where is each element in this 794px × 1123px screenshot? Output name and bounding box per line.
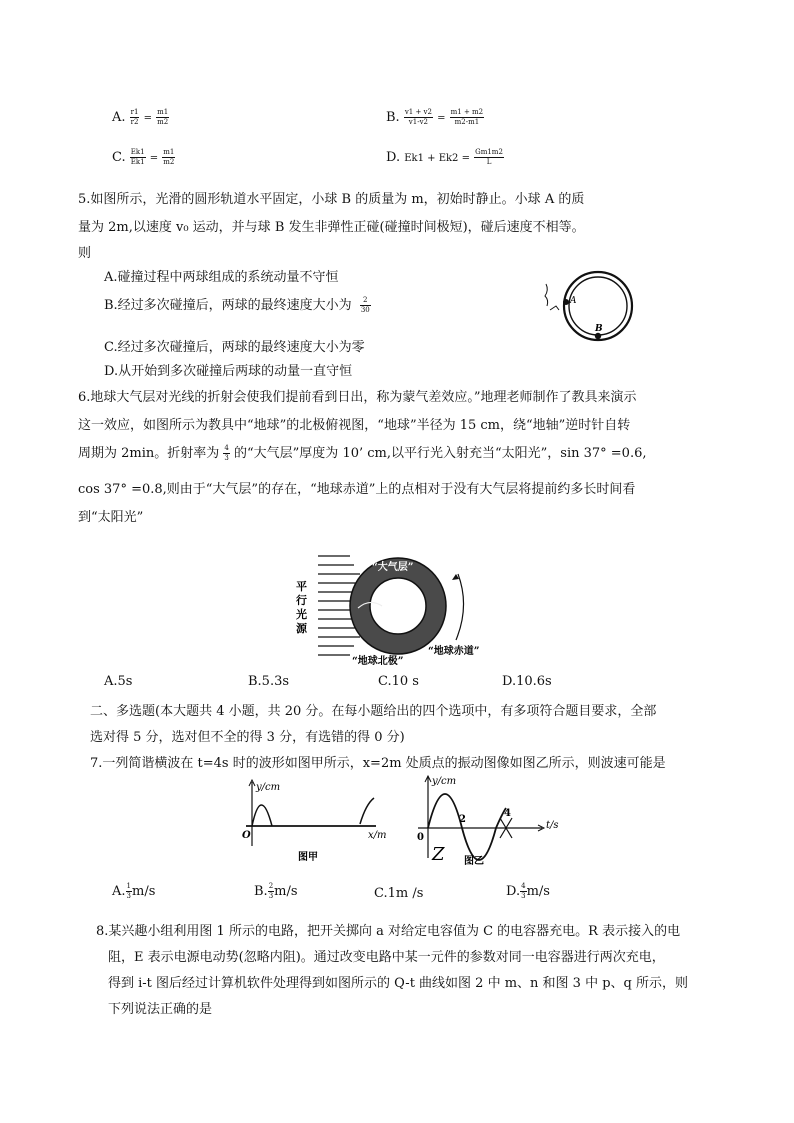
- q7-option-d[interactable]: [506, 882, 550, 901]
- option-text: B.经过多次碰撞后，两球的最终速度大小为: [104, 298, 352, 313]
- q4-option-d[interactable]: [386, 148, 504, 167]
- light-source-label-char: 行: [296, 594, 307, 607]
- fraction-denominator: 3: [224, 454, 229, 462]
- option-label: C.: [112, 150, 126, 165]
- q5-option-d[interactable]: D.从开始到多次碰撞后两球的动量一直守恒: [104, 364, 353, 379]
- figure-caption-jia: 图甲: [298, 852, 318, 863]
- q7-option-a[interactable]: [112, 882, 155, 901]
- fraction: [404, 108, 433, 127]
- fraction-denominator: 30: [360, 306, 370, 314]
- q7-wave-graph-jia: [232, 776, 388, 868]
- fraction-denominator: m2: [157, 118, 169, 126]
- fraction-numerator: Gm1m2: [475, 148, 503, 156]
- figure-caption-yi: 图乙: [464, 856, 484, 867]
- section2-heading-line2: 选对得 5 分，选对但不全的得 3 分，有选错的得 0 分): [90, 730, 405, 745]
- fraction: [474, 148, 504, 167]
- option-label: A.: [112, 884, 126, 899]
- q5-circular-track-figure: [540, 268, 640, 344]
- fraction-denominator: r2: [130, 118, 139, 126]
- fraction-denominator: 3: [268, 892, 274, 900]
- fraction-denominator: Ek1: [130, 158, 145, 166]
- q6-option-b[interactable]: B.5.3s: [248, 674, 290, 689]
- fraction-denominator: 3: [126, 892, 131, 900]
- origin-label: O: [242, 830, 251, 841]
- option-label: D.: [506, 884, 521, 899]
- north-pole-label: “地球北极”: [352, 656, 404, 667]
- fraction-denominator: m2: [163, 158, 175, 166]
- fraction-denominator: 3: [521, 892, 526, 900]
- option-label: B.: [254, 884, 268, 899]
- velocity-arrow-sketch: [545, 284, 548, 306]
- equator-label: “地球赤道”: [428, 646, 480, 657]
- fraction-numerator: 4: [521, 882, 526, 890]
- option-label: D.: [386, 150, 401, 165]
- fraction-numerator: v1 + v2: [404, 108, 432, 116]
- q6-stem-line2: 这一效应，如图所示为教具中“地球”的北极俯视图，“地球”半径为 15 cm，绕“地轴”逆时针自转: [78, 418, 631, 433]
- fraction-numerator: r1: [130, 108, 139, 116]
- y-axis-label: y/cm: [256, 782, 281, 793]
- y-axis-label: y/cm: [432, 776, 457, 787]
- t-tick-label: 2: [459, 814, 466, 825]
- fraction-numerator: m1: [157, 108, 169, 116]
- earth-circle: [370, 578, 426, 634]
- option-unit: m/s: [132, 884, 156, 899]
- q6-option-a[interactable]: A.5s: [104, 674, 133, 689]
- q6-stem-line1: 6.地球大气层对光线的折射会使我们提前看到日出，称为蒙气差效应。”地理老师制作了教具来演示: [78, 390, 637, 405]
- x-axis-label: x/m: [368, 830, 387, 841]
- q5-stem-line3: 则: [78, 246, 92, 261]
- q7-vibration-graph-yi: [404, 770, 562, 870]
- ball-a-label: A: [570, 296, 577, 306]
- q5-option-c[interactable]: C.经过多次碰撞后，两球的最终速度大小为零: [104, 340, 365, 355]
- light-source-label-char: 光: [296, 608, 307, 621]
- option-unit: m/s: [274, 884, 298, 899]
- q7-option-b[interactable]: [254, 882, 298, 901]
- fraction-numerator: m1 + m2: [450, 108, 484, 116]
- option-expression: Ek1 + Ek2 =: [404, 153, 470, 164]
- rotation-arrow: [456, 574, 464, 640]
- fraction-denominator: v1-v2: [408, 118, 428, 126]
- equals-sign: =: [149, 153, 159, 164]
- q5-option-a[interactable]: A.碰撞过程中两球组成的系统动量不守恒: [104, 270, 339, 285]
- q7-option-c[interactable]: C.1m /s: [374, 886, 424, 901]
- stem-text: 的“大气层”厚度为 10’ cm,以平行光入射充当“太阳光”，sin 37° =0.6,: [234, 446, 647, 461]
- q6-stem-line5: 到“太阳光”: [78, 510, 144, 525]
- q6-option-d[interactable]: D.10.6s: [502, 674, 552, 689]
- ball-b-label: B: [595, 324, 603, 334]
- light-source-label-char: 源: [296, 622, 307, 635]
- fraction: [130, 148, 146, 167]
- q4-option-b[interactable]: [386, 108, 484, 127]
- velocity-arrow-head: [550, 306, 559, 310]
- light-source-label-char: 平: [296, 580, 307, 593]
- fraction-numerator: 4: [224, 444, 229, 452]
- fraction: [162, 148, 175, 167]
- fraction-numerator: m1: [163, 148, 175, 156]
- q5-option-b[interactable]: [104, 294, 371, 315]
- fraction: [223, 444, 229, 463]
- q8-stem-line2: 阻，E 表示电源电动势(忽略内阻)。通过改变电路中某一元件的参数对同一电容器进行两次充电，: [108, 950, 665, 965]
- t-tick-label: 0: [417, 832, 424, 843]
- q8-stem-line1: 8.某兴趣小组利用图 1 所示的电路，把开关掷向 a 对给定电容值为 C 的电容器充电。R 表示接入的电: [96, 924, 681, 939]
- section2-heading-line1: 二、多选题(本大题共 4 小题，共 20 分。在每小题给出的四个选项中，有多项符合题目要求，全部: [90, 704, 657, 719]
- t-axis-label: t/s: [546, 820, 559, 831]
- equals-sign: =: [437, 113, 446, 124]
- q8-stem-line3: 得到 i-t 图后经过计算机软件处理得到如图所示的 Q-t 曲线如图 2 中 m、n 和图 3 中 p、q 所示，则: [108, 976, 688, 991]
- equals-sign: =: [143, 113, 153, 124]
- q6-earth-atmosphere-figure: [290, 548, 480, 670]
- q6-stem-line4: cos 37° =0.8,则由于“大气层”的存在，“地球赤道”上的点相对于没有大气层将提前约多长时间看: [78, 482, 636, 497]
- option-unit: m/s: [526, 884, 550, 899]
- fraction: [450, 108, 485, 127]
- fraction-numerator: 1: [126, 882, 131, 890]
- atmosphere-label: “大气层”: [372, 562, 414, 573]
- fraction-denominator: L: [486, 158, 492, 166]
- fraction-denominator: m2-m1: [454, 118, 480, 126]
- wave-segment-left: [252, 805, 272, 826]
- handwritten-mark: Z: [432, 844, 445, 865]
- option-label: B.: [386, 110, 400, 125]
- q6-stem-line3: [78, 442, 647, 463]
- q5-stem-line2: 量为 2m,以速度 v₀ 运动，并与球 B 发生非弹性正碰(碰撞时间极短)，碰后速度不相等。: [78, 220, 585, 235]
- q7-stem-line1: 7.一列简谐横波在 t=4s 时的波形如图甲所示，x=2m 处质点的振动图像如图乙所示，则波速可能是: [90, 756, 666, 771]
- t-tick-label: 4: [504, 808, 511, 819]
- wave-segment-right: [360, 798, 374, 824]
- option-label: A.: [112, 110, 126, 125]
- stem-text: 周期为 2min。折射率为: [78, 446, 220, 461]
- q4-option-a[interactable]: [112, 108, 169, 127]
- q8-stem-line4: 下列说法正确的是: [108, 1002, 213, 1017]
- fraction: [360, 296, 371, 315]
- fraction-numerator: Ek1: [130, 148, 145, 156]
- fraction: [156, 108, 169, 127]
- fraction: [130, 108, 140, 127]
- q5-stem-line1: 5.如图所示，光滑的圆形轨道水平固定，小球 B 的质量为 m，初始时静止。小球 A 的质: [78, 192, 585, 207]
- ball-a: [563, 299, 569, 305]
- q4-option-c[interactable]: [112, 148, 175, 167]
- fraction-numerator: 2: [360, 296, 371, 306]
- fraction-numerator: 2: [268, 882, 274, 890]
- q6-option-c[interactable]: C.10 s: [378, 674, 419, 689]
